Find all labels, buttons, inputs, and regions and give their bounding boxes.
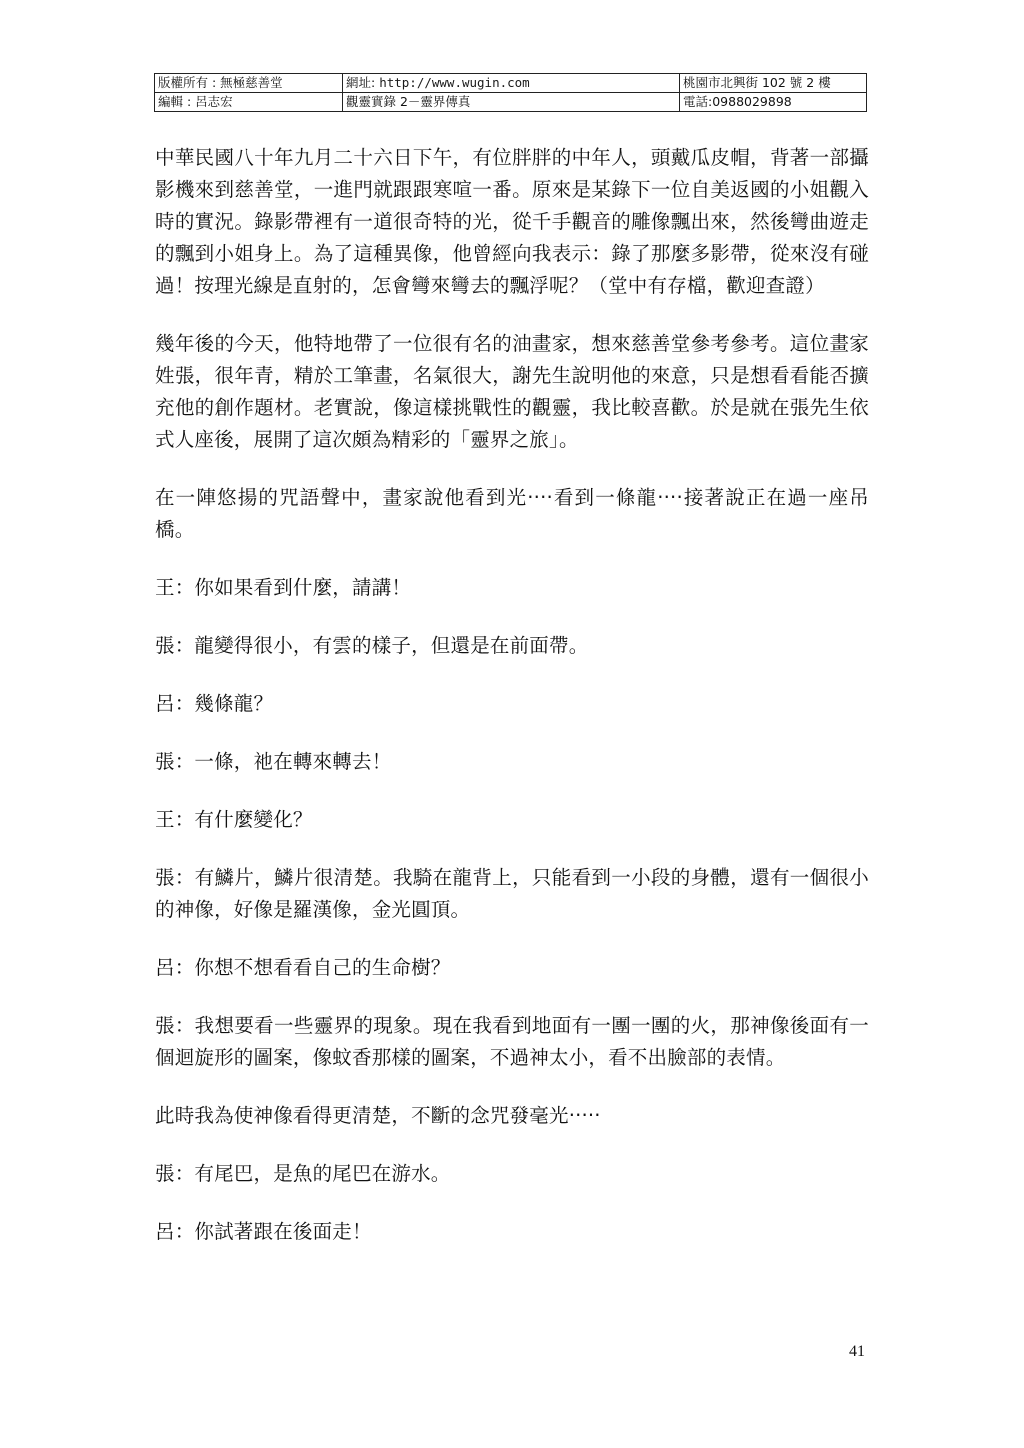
copyright-cell: 版權所有 : 無極慈善堂 bbox=[155, 74, 343, 93]
document-header-table bbox=[154, 73, 867, 112]
dialogue-line: 王：你如果看到什麼，請講！ bbox=[155, 576, 412, 599]
phone-cell: 電話:0988029898 bbox=[680, 93, 867, 112]
dialogue-line: 呂：幾條龍？ bbox=[155, 692, 274, 715]
paragraph: 此時我為使神像看得更清楚，不斷的念咒發毫光‧‧‧‧‧ bbox=[155, 1104, 601, 1127]
page-number: 41 bbox=[849, 1343, 865, 1360]
dialogue-line: 張：有尾巴，是魚的尾巴在游水。 bbox=[155, 1162, 451, 1185]
page-body bbox=[155, 142, 869, 1274]
dialogue-line: 張：我想要看一些靈界的現象。現在我看到地面有一團一團的火，那神像後面有一個迴旋形的圖案，像蚊香那樣的圖案，不過神太小，看不出臉部的表情。 bbox=[155, 1014, 869, 1069]
book-title-cell: 觀靈實錄 2－靈界傳真 bbox=[343, 93, 680, 112]
dialogue-line: 張：龍變得很小，有雲的樣子，但還是在前面帶。 bbox=[155, 634, 589, 657]
header-row-1 bbox=[155, 74, 867, 93]
address-cell: 桃園市北興街 102 號 2 樓 bbox=[680, 74, 867, 93]
paragraph: 在一陣悠揚的咒語聲中，畫家說他看到光‧‧‧‧看到一條龍‧‧‧‧接著說正在過一座吊橋。 bbox=[155, 486, 869, 541]
website-cell bbox=[343, 74, 680, 93]
paragraph: 幾年後的今天，他特地帶了一位很有名的油畫家，想來慈善堂參考參考。這位畫家姓張，很年青，精於工筆畫，名氣很大，謝先生說明他的來意，只是想看看能否擴充他的創作題材。老實說，像這樣挑戰性的觀靈，我比較喜歡。於是就在張先生依式人座後，展開了這次頗為精彩的「靈界之旅」。 bbox=[155, 332, 869, 451]
dialogue-line: 王：有什麼變化？ bbox=[155, 808, 313, 831]
dialogue-line: 呂：你想不想看看自己的生命樹？ bbox=[155, 956, 451, 979]
website-label: 網址: bbox=[346, 75, 380, 90]
header-row-2 bbox=[155, 93, 867, 112]
dialogue-line: 張：一條，祂在轉來轉去！ bbox=[155, 750, 392, 773]
dialogue-line: 呂：你試著跟在後面走！ bbox=[155, 1220, 372, 1243]
editor-cell: 編輯 : 呂志宏 bbox=[155, 93, 343, 112]
dialogue-line: 張：有鱗片，鱗片很清楚。我騎在龍背上，只能看到一小段的身體，還有一個很小的神像，好像是羅漢像，金光圓頂。 bbox=[155, 866, 869, 921]
paragraph: 中華民國八十年九月二十六日下午，有位胖胖的中年人，頭戴瓜皮帽，背著一部攝影機來到慈善堂，一進門就跟跟寒喧一番。原來是某錄下一位自美返國的小姐觀入時的實況。錄影帶裡有一道很奇特的光，從千手觀音的雕像飄出來，然後彎曲遊走的飄到小姐身上。為了這種異像，他曾經向我表示：錄了那麼多影帶，從來沒有碰過！按理光線是直射的，怎會彎來彎去的飄浮呢？（堂中有存檔，歡迎查證） bbox=[155, 146, 869, 297]
website-url: http://www.wugin.com bbox=[379, 75, 530, 90]
